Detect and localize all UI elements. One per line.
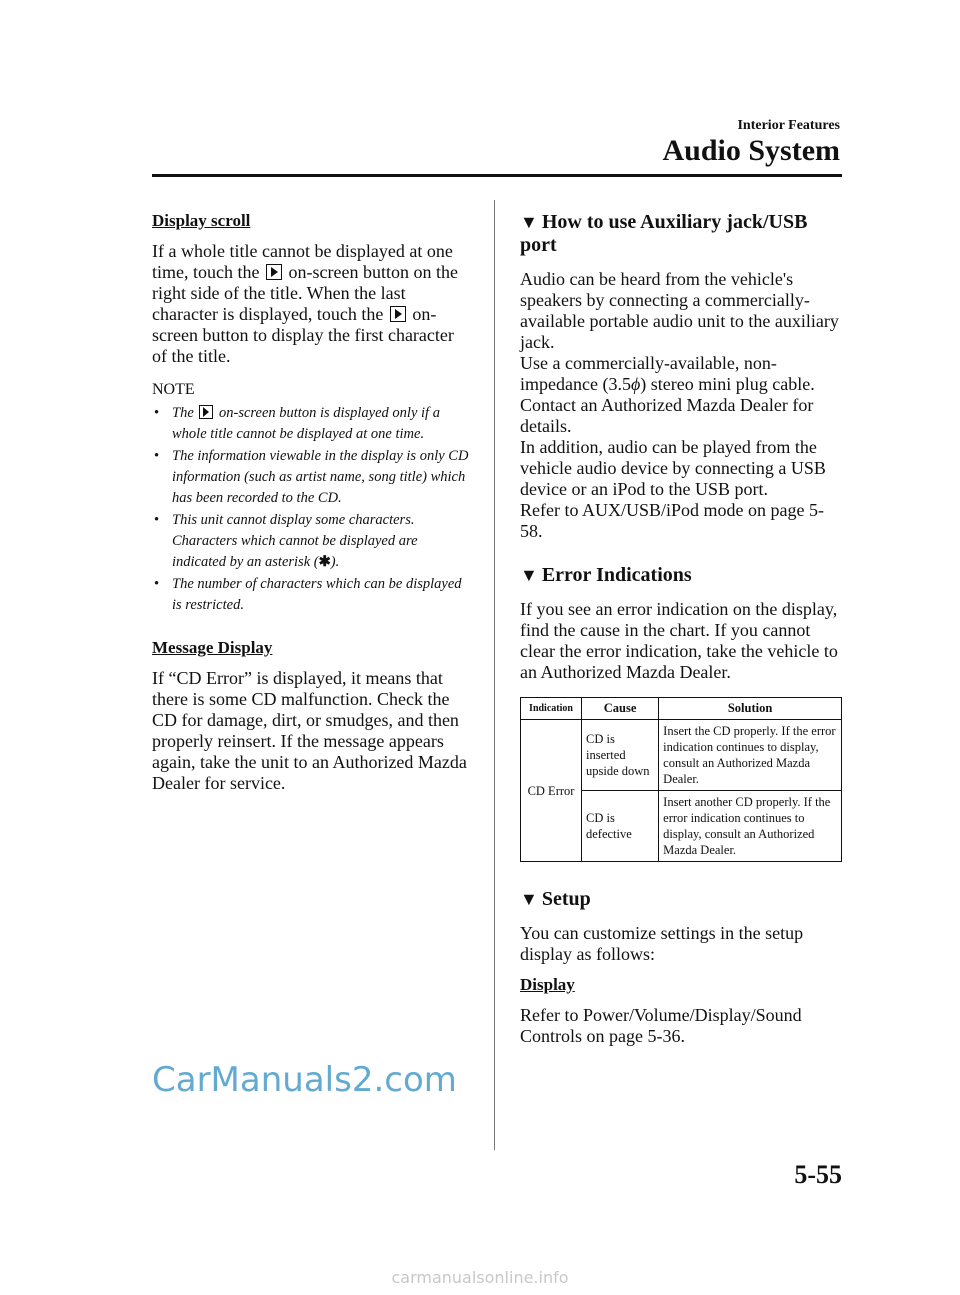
column-divider — [494, 200, 495, 1150]
setup-intro: You can customize settings in the setup display as follows: — [520, 923, 804, 964]
solution-cell: Insert another CD properly. If the error indication continues to display, consult an Authorized Mazda Dealer. — [659, 791, 842, 862]
note-item-text: The — [172, 405, 194, 421]
errors-heading — [520, 564, 842, 587]
table-header-row — [521, 698, 842, 720]
setup-heading-text: Setup — [541, 888, 591, 910]
scroll-button-icon — [266, 264, 282, 280]
watermark-logo: CarManuals2.com — [152, 1060, 457, 1100]
page-number: 5-55 — [794, 1160, 842, 1189]
scroll-button-icon — [390, 306, 406, 322]
cause-cell: CD is inserted upside down — [582, 720, 659, 791]
aux-p5: Refer to AUX/USB/iPod mode on page 5-58. — [520, 500, 824, 541]
aux-p3: Contact an Authorized Mazda Dealer for details. — [520, 395, 814, 436]
header-section: Interior Features — [737, 118, 840, 133]
table-header: Solution — [659, 698, 842, 720]
phi-icon: ϕ — [630, 374, 641, 394]
right-column — [520, 205, 842, 1057]
aux-p1: Audio can be heard from the vehicle's speakers by connecting a commercially-available portable audio unit to the auxiliary jack. — [520, 269, 839, 352]
note-item: • The number of characters which can be displayed is restricted. — [152, 574, 470, 616]
triangle-icon: ▼ — [520, 565, 538, 585]
note-list — [152, 403, 470, 616]
triangle-icon: ▼ — [520, 212, 538, 232]
aux-heading-text: How to use Auxiliary jack/USB port — [520, 211, 808, 256]
table-header: Cause — [582, 698, 659, 720]
indication-cell: CD Error — [521, 720, 582, 862]
display-scroll-heading: Display scroll — [152, 211, 251, 230]
footer-url[interactable]: carmanualsonline.info — [391, 1268, 569, 1287]
solution-cell: Insert the CD properly. If the error indication continues to display, consult an Authorized Mazda Dealer. — [659, 720, 842, 791]
header-title: Audio System — [662, 134, 840, 167]
aux-p4: In addition, audio can be played from the vehicle audio device by connecting a USB device or an iPod to the USB port. — [520, 437, 826, 499]
header-rule — [152, 174, 842, 177]
message-display-body: If “CD Error” is displayed, it means that there is some CD malfunction. Check the CD for damage, dirt, or smudges, and then properly reinsert. If the message appears again, take the unit to an Authorized Mazda Dealer for service. — [152, 668, 467, 793]
display-scroll-body — [152, 241, 470, 367]
aux-p2-text: Use a commercially-available, non-impedance (3.5 — [520, 353, 777, 394]
note-item — [152, 403, 470, 445]
note-item-text: ). — [330, 554, 340, 570]
error-table — [520, 697, 842, 862]
display-scroll-text-3: on-screen button to display the first character of the title. — [152, 304, 454, 366]
cause-cell: CD is defective — [582, 791, 659, 862]
table-header: Indication — [521, 698, 582, 720]
display-scroll-text-2: on-screen button on the right side of the title. When the last character is displayed, touch the — [152, 262, 458, 324]
note-item: • The information viewable in the display is only CD information (such as artist name, song title) which has been recorded to the CD. — [152, 446, 470, 509]
setup-display-heading: Display — [520, 975, 575, 994]
aux-p2-text: ) stereo mini plug cable. — [640, 374, 815, 394]
aux-heading — [520, 211, 842, 257]
note-item-text: on-screen button is displayed only if a whole title cannot be displayed at one time. — [172, 405, 440, 442]
scroll-button-icon — [199, 405, 213, 419]
table-row — [521, 720, 842, 791]
aux-p2 — [520, 353, 842, 395]
errors-heading-text: Error Indications — [541, 564, 692, 586]
setup-heading — [520, 888, 842, 911]
left-column — [152, 205, 470, 804]
display-scroll-text-1: If a whole title cannot be displayed at one time, touch the — [152, 241, 453, 282]
note-item — [152, 510, 470, 573]
asterisk-icon: ✱ — [318, 554, 331, 570]
errors-intro: If you see an error indication on the display, find the cause in the chart. If you cannot clear the error indication, take the vehicle to an Authorized Mazda Dealer. — [520, 599, 838, 682]
setup-display-body: Refer to Power/Volume/Display/Sound Controls on page 5-36. — [520, 1005, 802, 1046]
message-display-heading: Message Display — [152, 638, 273, 657]
note-item-text: This unit cannot display some characters. Characters which cannot be displayed are indicated by an asterisk ( — [172, 512, 418, 570]
note-label: NOTE — [152, 381, 195, 398]
triangle-icon: ▼ — [520, 889, 538, 909]
